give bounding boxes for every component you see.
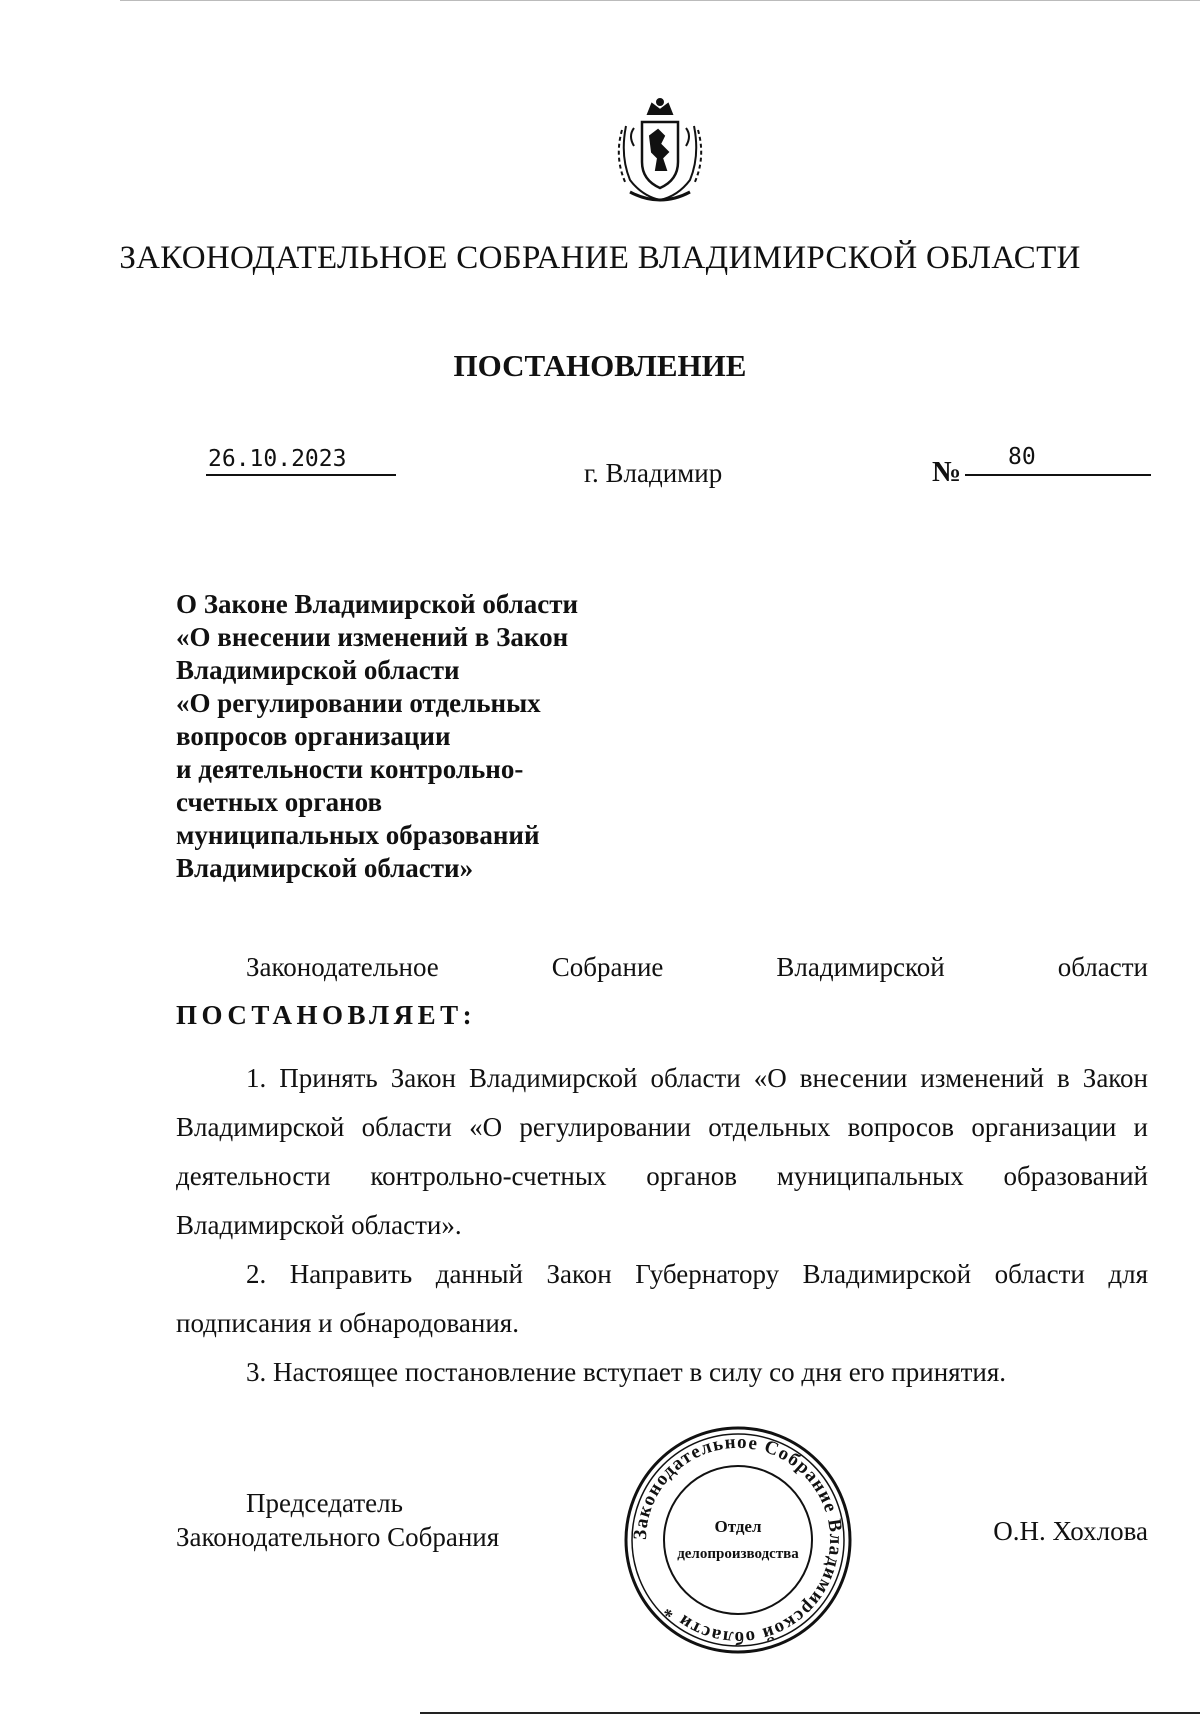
number-underline [965,474,1151,476]
top-scan-edge [120,0,1200,1]
decree-word: ПОСТАНОВЛЯЕТ: [176,1000,477,1030]
document-type: ПОСТАНОВЛЕНИЕ [453,348,747,383]
subject-line: Владимирской области» [176,853,474,883]
signatory-name: О.Н. Хохлова [993,1516,1148,1546]
subject-line: «О регулировании отдельных [176,688,541,718]
document-subject [176,588,696,885]
preamble-word: области [1057,952,1148,982]
signatory-title [176,1486,499,1554]
stamp-outer-text-path: Законодательное Собрание Владимирской области * [629,1431,847,1649]
coat-of-arms-icon [612,96,708,206]
subject-line: и деятельности контрольно- [176,754,524,784]
preamble-word: Владимирской [776,952,945,982]
stamp-outer-text [630,1432,846,1648]
signatory-title-line: Законодательного Собрания [176,1522,500,1552]
preamble-word: Законодательное [246,952,439,982]
date-underline [206,474,396,476]
official-stamp [618,1420,858,1660]
document-city: г. Владимир [584,458,723,488]
subject-line: О Законе Владимирской области [176,589,579,619]
stamp-inner-line2: делопроизводства [677,1546,799,1562]
paragraph-3: 3. Настоящее постановление вступает в силу со дня его принятия. [246,1357,1007,1387]
stamp-inner-line1: Отдел [714,1517,762,1536]
paragraph-1: 1. Принять Закон Владимирской области «О внесении изменений в Закон Владимирской области «О регулировании отдельных вопросов организации и деятельности контрольно-счетных органов муниципальных образований Владимирской области». [176,1063,1148,1240]
document-date: 26.10.2023 [208,446,347,472]
document-number: 80 [1008,444,1036,470]
subject-line: Владимирской области [176,655,460,685]
bottom-scan-edge [420,1712,1200,1714]
subject-line: вопросов организации [176,721,451,751]
preamble [246,952,1148,983]
organization-name: ЗАКОНОДАТЕЛЬНОЕ СОБРАНИЕ ВЛАДИМИРСКОЙ ОБЛАСТИ [119,240,1081,276]
signatory-title-line: Председатель [246,1488,403,1518]
preamble-word: Собрание [551,952,664,982]
subject-line: муниципальных образований [176,820,540,850]
subject-line: счетных органов [176,787,383,817]
subject-line: «О внесении изменений в Закон [176,622,569,652]
number-sign: № [932,456,962,488]
paragraph-2: 2. Направить данный Закон Губернатору Владимирской области для подписания и обнародования. [176,1259,1148,1338]
